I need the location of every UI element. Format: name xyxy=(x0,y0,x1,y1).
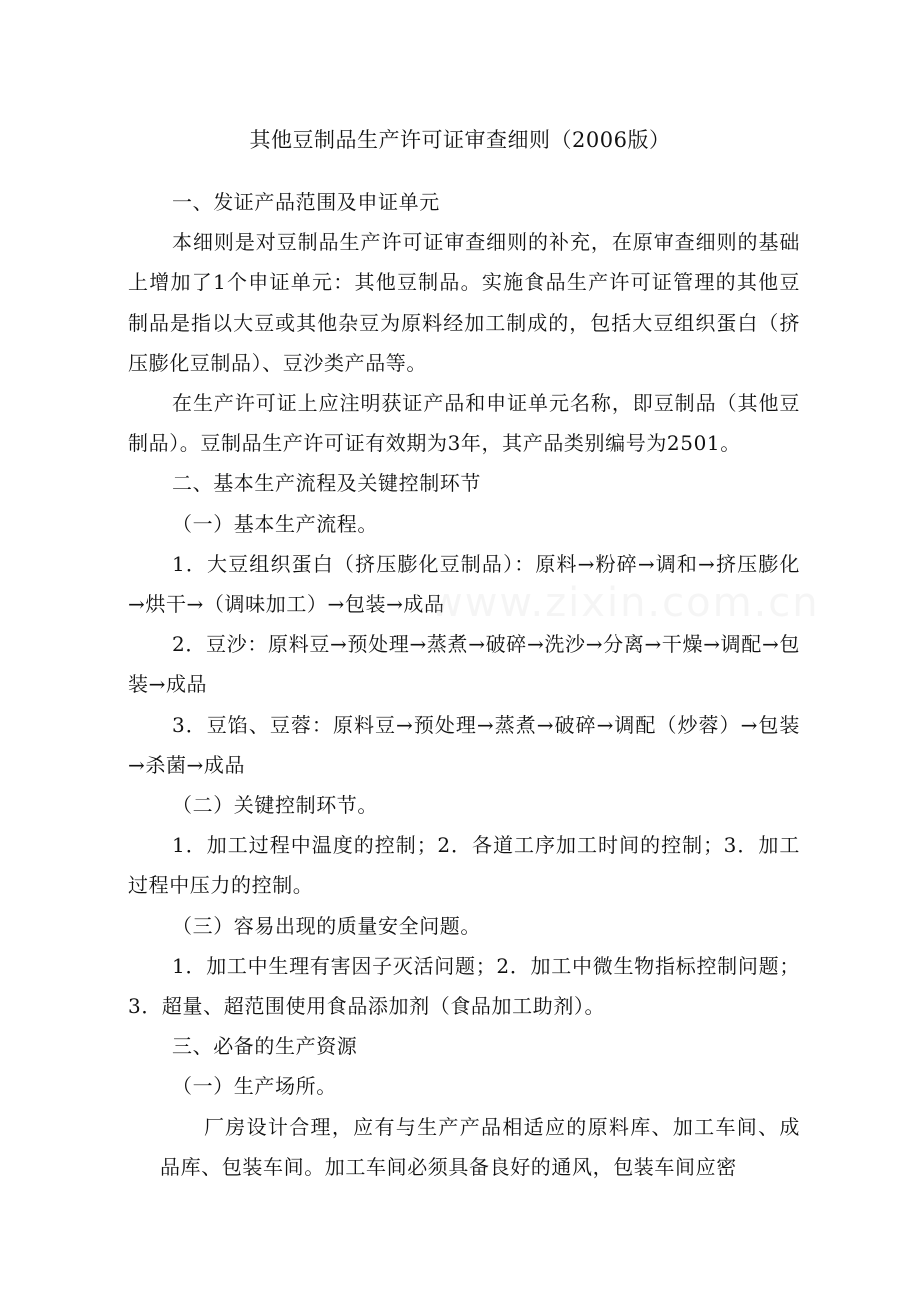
paragraph-license-note: 在生产许可证上应注明获证产品和申证单元名称，即豆制品（其他豆制品）。豆制品生产许可证有效期为3年，其产品类别编号为2501。 xyxy=(128,391,800,456)
paragraph-scope: 本细则是对豆制品生产许可证审查细则的补充，在原审查细则的基础上增加了1个申证单元：其他豆制品。实施食品生产许可证管理的其他豆制品是指以大豆或其他杂豆为原料经加工制成的，包括大豆组织蛋白（挤压膨化豆制品）、豆沙类产品等。 xyxy=(128,230,800,375)
heading-section-1: 一、发证产品范围及申证单元 xyxy=(172,190,440,214)
subheading-production-site: （一）生产场所。 xyxy=(172,1074,337,1099)
document-title: 其他豆制品生产许可证审查细则（2006版） xyxy=(249,128,671,152)
subheading-quality-issues: （三）容易出现的质量安全问题。 xyxy=(172,913,481,938)
list-item-process-1: 1．大豆组织蛋白（挤压膨化豆制品）：原料→粉碎→调和→挤压膨化→烘干→（调味加工）→包装→成品 xyxy=(128,551,800,617)
subheading-key-control: （二）关键控制环节。 xyxy=(172,793,378,818)
heading-section-3: 三、必备的生产资源 xyxy=(172,1034,358,1059)
list-item-process-3: 3．豆馅、豆蓉：原料豆→预处理→蒸煮→破碎→调配（炒蓉）→包装→杀菌→成品 xyxy=(128,712,800,777)
paragraph-production-site: 厂房设计合理，应有与生产产品相适应的原料库、加工车间、成品库、包装车间。加工车间必须具备良好的通风，包装车间应密 xyxy=(160,1114,800,1179)
subheading-basic-process: （一）基本生产流程。 xyxy=(172,511,378,536)
heading-section-2: 二、基本生产流程及关键控制环节 xyxy=(172,471,481,496)
document-body xyxy=(128,182,800,1187)
list-item-process-2: 2．豆沙：原料豆→预处理→蒸煮→破碎→洗沙→分离→干燥→调配→包装→成品 xyxy=(128,632,800,697)
paragraph-quality-issues: 1．加工中生理有害因子灭活问题；2．加工中微生物指标控制问题；3．超量、超范围使用食品添加剂（食品加工助剂）。 xyxy=(128,953,800,1019)
paragraph-key-control: 1．加工过程中温度的控制；2．各道工序加工时间的控制；3．加工过程中压力的控制。 xyxy=(128,833,800,898)
watermark-text: www.zixin.com.cn xyxy=(430,580,820,626)
